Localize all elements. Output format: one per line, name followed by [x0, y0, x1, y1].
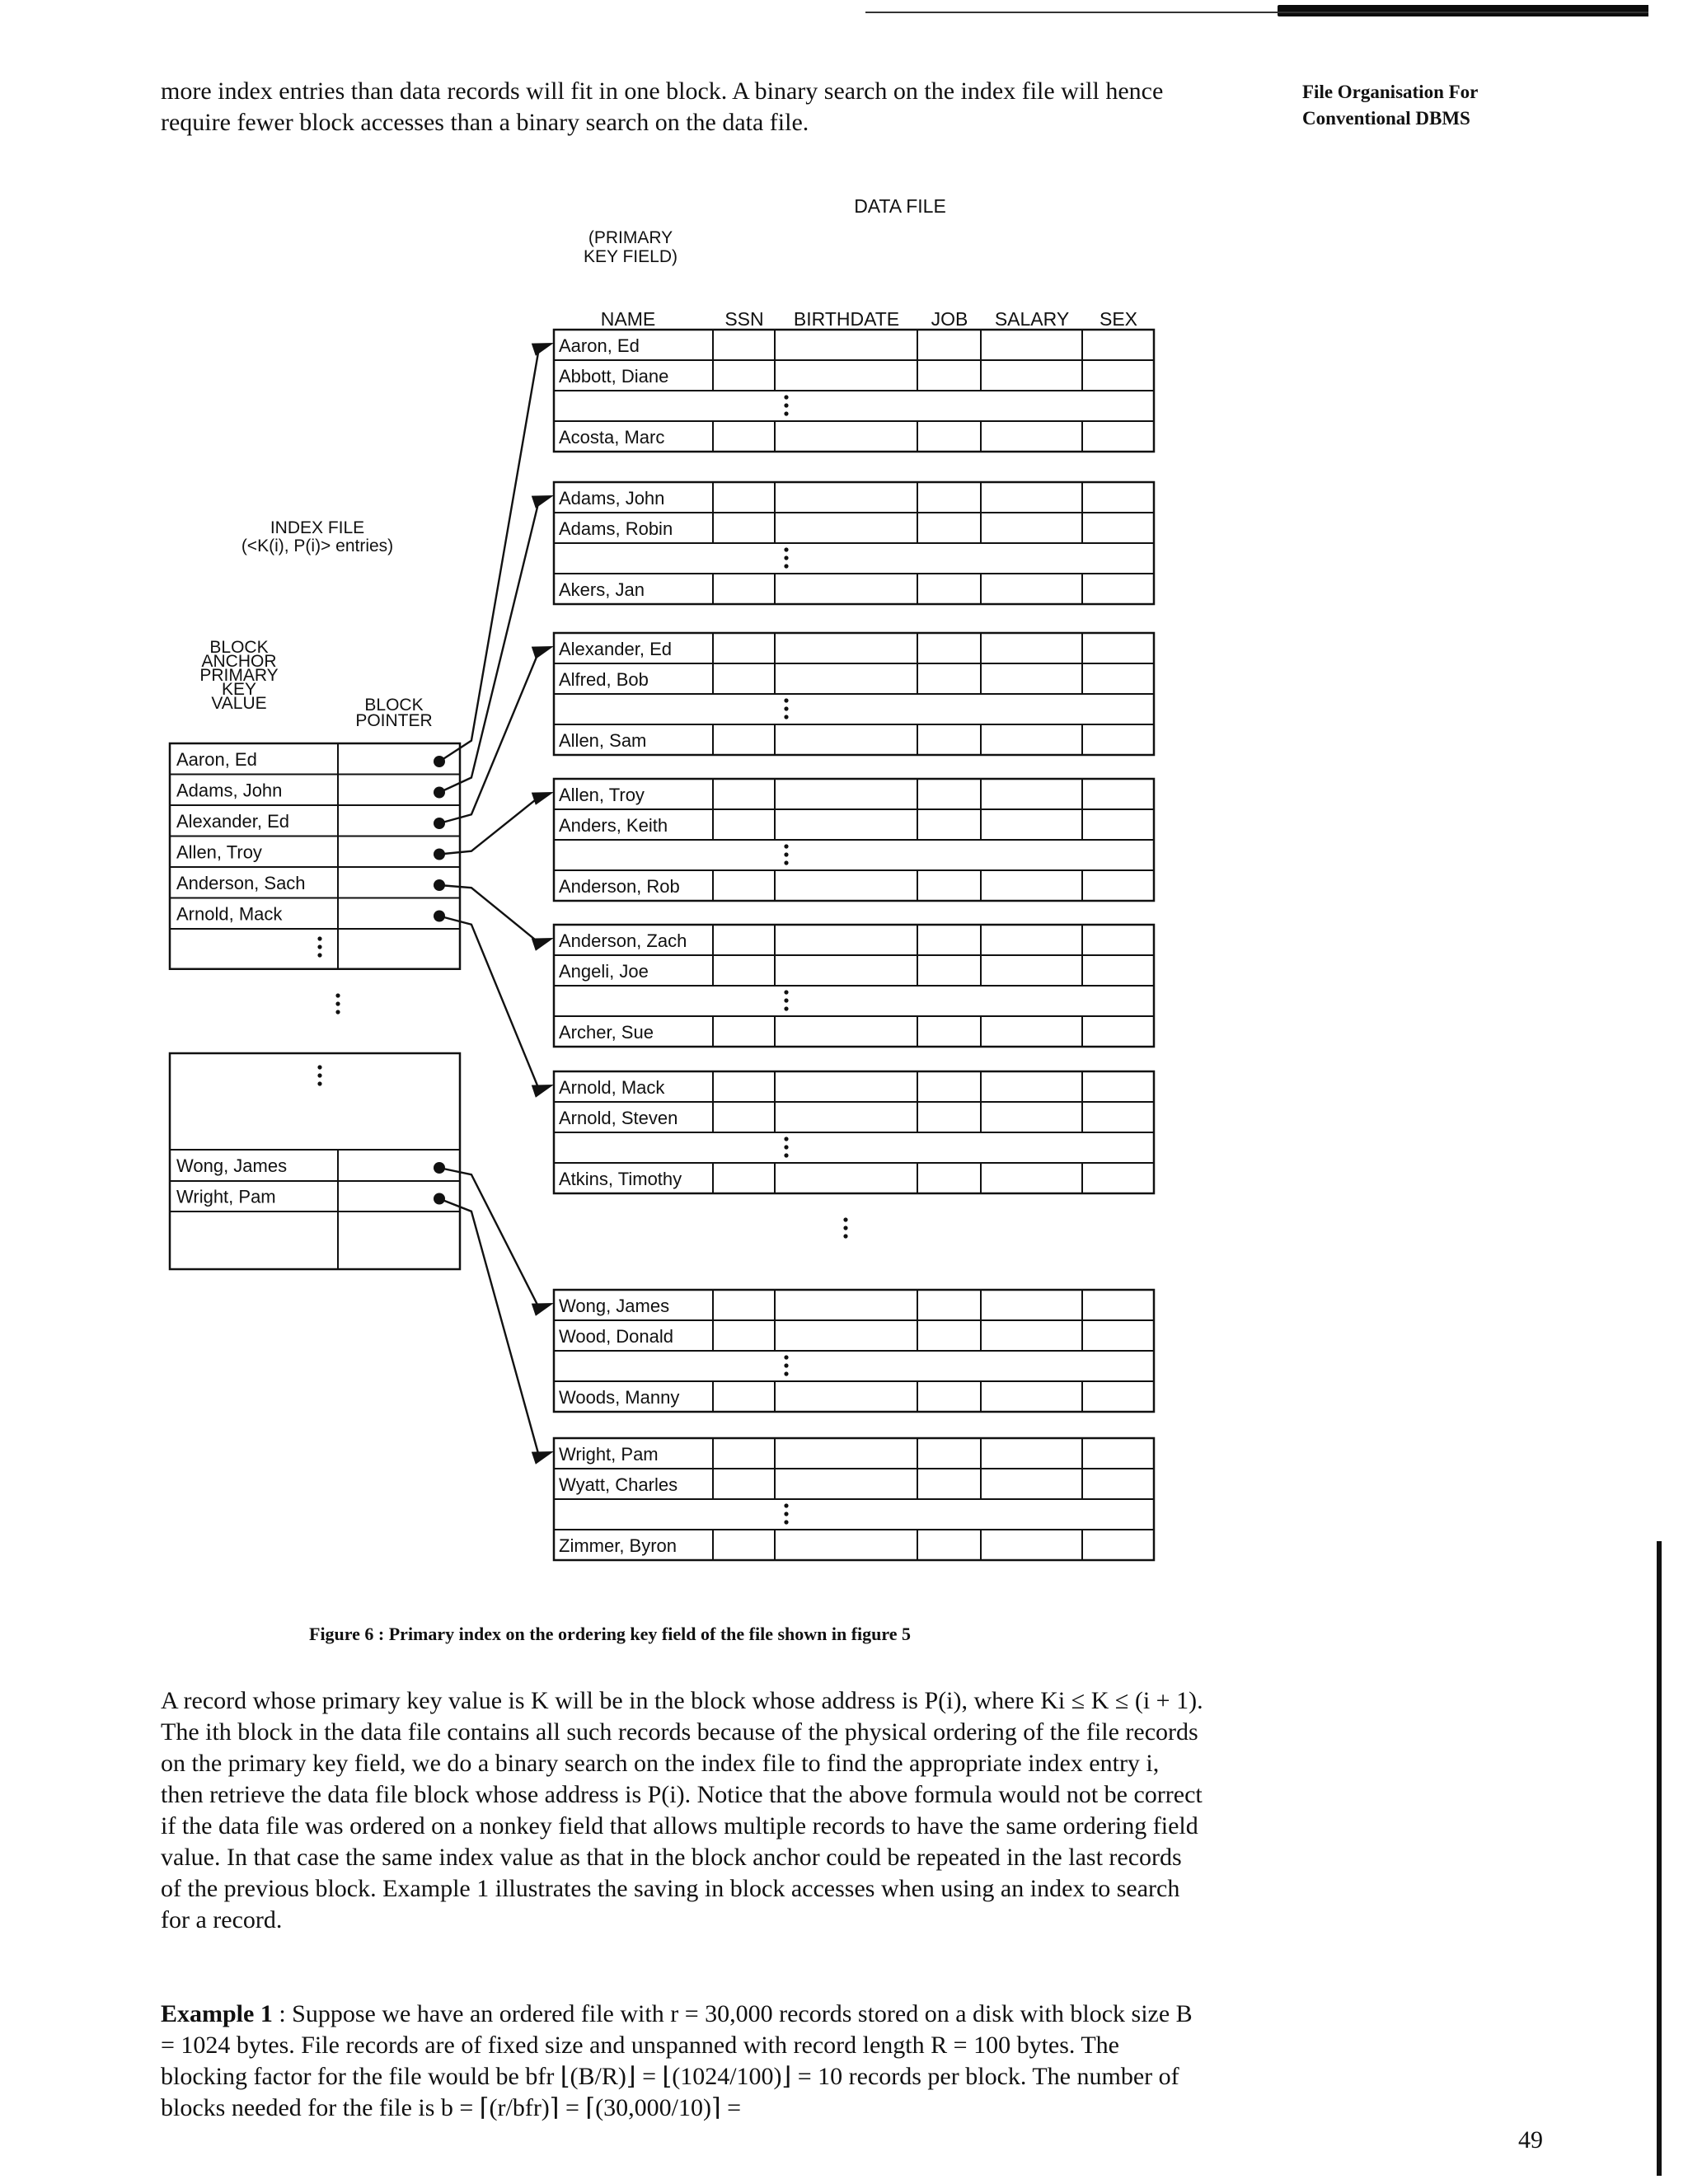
pointer-arrow — [439, 1168, 554, 1316]
index-entry: Alexander, Ed — [176, 811, 289, 832]
record-name: Adams, Robin — [559, 518, 673, 539]
column-header: SEX — [1099, 308, 1138, 330]
data-block — [554, 482, 1154, 604]
data-block — [554, 1438, 1154, 1560]
index-entry: Anderson, Sach — [176, 873, 306, 893]
record-name: Wong, James — [559, 1296, 670, 1316]
data-file-blocks — [554, 330, 1154, 1560]
block-ellipsis — [784, 547, 788, 568]
block-pointer-arrows — [439, 343, 554, 1465]
body-paragraph: A record whose primary key value is K will be in the block whose address is P(i), where Ki ≤ K ≤ (i + 1). The ith block in the data file contains all such records because of the physical ordering of the file records on the primary key field, we do a binary search on the index file to find the appropriate index entry i, then retrieve the data file block whose address is P(i). Notice that the above formula would not be correct if the data file was ordered on a nonkey field that allows multiple records to have the same ordering field value. In that case the same index value as that in the block anchor could be repeated in the last records of the previous block. Example 1 illustrates the saving in block accesses when using an index to search for a record. — [161, 1687, 1203, 1933]
record-name: Adams, John — [559, 488, 665, 509]
index-file-title: INDEX FILE — [270, 518, 365, 537]
example-paragraph — [161, 1999, 1207, 2124]
example-text: : Suppose we have an ordered file with r = 30,000 records stored on a disk with block size B = 1024 bytes. File records are of fixed size and unspanned with record length R = 100 bytes. The blocking factor for the file would be bfr ⌊(B/R)⌋ = ⌊(1024/100)⌋ = 10 records per block. The number of blocks needed for the file is b = ⌈(r/bfr)⌉ = ⌈(30,000/10)⌉ = — [161, 2000, 1193, 2121]
pointer-arrow — [439, 885, 554, 951]
index-gap-ellipsis — [335, 993, 340, 1014]
data-block — [554, 633, 1154, 755]
column-header: SALARY — [994, 308, 1070, 330]
data-block — [554, 330, 1154, 452]
index-row-ellipsis — [317, 1065, 321, 1085]
block-ellipsis — [784, 395, 788, 415]
block-ellipsis — [784, 990, 788, 1010]
ellipsis-dots — [843, 1217, 847, 1238]
pointer-arrow — [439, 495, 554, 793]
record-name: Woods, Manny — [559, 1387, 680, 1408]
index-table-top — [170, 743, 460, 969]
side-heading-line2: Conventional DBMS — [1302, 108, 1470, 129]
record-name: Allen, Sam — [559, 730, 647, 751]
block-anchor-label — [199, 638, 278, 713]
block-ellipsis — [784, 1137, 788, 1157]
block-pointer-label — [355, 696, 432, 730]
record-name: Wyatt, Charles — [559, 1474, 678, 1495]
index-entry: Wong, James — [176, 1155, 288, 1176]
index-entry: Adams, John — [176, 780, 283, 801]
record-name: Archer, Sue — [559, 1022, 654, 1043]
anchor-label-line: PRIMARY — [199, 666, 279, 685]
record-name: Arnold, Steven — [559, 1108, 678, 1128]
pointer-arrow — [439, 792, 554, 855]
record-name: Abbott, Diane — [559, 366, 669, 387]
side-heading-line1: File Organisation For — [1302, 82, 1479, 102]
record-name: Wright, Pam — [559, 1444, 659, 1465]
record-name: Akers, Jan — [559, 579, 645, 600]
primary-key-label-line1: (PRIMARY — [588, 228, 673, 247]
index-entry: Arnold, Mack — [176, 903, 283, 925]
anchor-label-line: VALUE — [211, 694, 267, 713]
record-name: Wood, Donald — [559, 1326, 674, 1347]
record-name: Anders, Keith — [559, 815, 668, 836]
anchor-label-line: KEY — [221, 680, 257, 699]
anchor-label-line: BLOCK — [209, 638, 269, 657]
record-name: Atkins, Timothy — [559, 1169, 682, 1189]
index-file-table — [170, 743, 460, 1269]
block-ellipsis — [784, 1503, 788, 1524]
block-ellipsis — [784, 698, 788, 719]
record-name: Arnold, Mack — [559, 1077, 665, 1098]
page-number: 49 — [1518, 2126, 1543, 2154]
record-name: Anderson, Rob — [559, 876, 680, 897]
pointer-label-line: POINTER — [355, 711, 433, 730]
record-name: Alfred, Bob — [559, 669, 649, 690]
right-margin-rule — [1657, 1541, 1662, 2176]
figure-caption: Figure 6 : Primary index on the ordering key field of the file shown in figure 5 — [309, 1624, 912, 1644]
record-name: Aaron, Ed — [559, 335, 640, 356]
record-name: Allen, Troy — [559, 785, 645, 805]
pointer-arrow — [439, 1199, 554, 1465]
index-entry: Aaron, Ed — [176, 749, 257, 770]
anchor-label-line: ANCHOR — [201, 652, 277, 671]
index-file-subtitle: (<K(i), P(i)> entries) — [241, 537, 394, 555]
index-entry: Wright, Pam — [176, 1186, 276, 1207]
column-header: BIRTHDATE — [793, 308, 900, 330]
column-header: JOB — [931, 308, 968, 330]
block-ellipsis — [784, 1355, 788, 1376]
data-file-column-headers — [601, 308, 1137, 330]
data-block — [554, 779, 1154, 901]
record-name: Alexander, Ed — [559, 639, 672, 659]
block-ellipsis — [784, 844, 788, 865]
record-name: Angeli, Joe — [559, 961, 649, 982]
data-block — [554, 1290, 1154, 1412]
record-name: Zimmer, Byron — [559, 1535, 678, 1556]
record-name: Acosta, Marc — [559, 427, 665, 448]
data-block — [554, 1071, 1154, 1193]
intro-paragraph: more index entries than data records will fit in one block. A binary search on the index file will hence require fewer block accesses than a binary search on the data file. — [161, 77, 1164, 136]
record-name: Anderson, Zach — [559, 930, 687, 951]
pointer-arrow — [439, 343, 554, 762]
data-block — [554, 925, 1154, 1047]
example-label: Example 1 — [161, 2000, 273, 2027]
data-file-title: DATA FILE — [854, 195, 946, 217]
index-entry: Allen, Troy — [176, 841, 262, 863]
column-header: SSN — [724, 308, 764, 330]
column-header: NAME — [600, 308, 656, 330]
data-file-ellipsis — [843, 1217, 847, 1238]
pointer-label-line: BLOCK — [364, 696, 424, 715]
primary-key-label-line2: KEY FIELD) — [584, 247, 678, 266]
index-table-bottom — [170, 1053, 460, 1269]
index-row-ellipsis — [317, 936, 321, 957]
